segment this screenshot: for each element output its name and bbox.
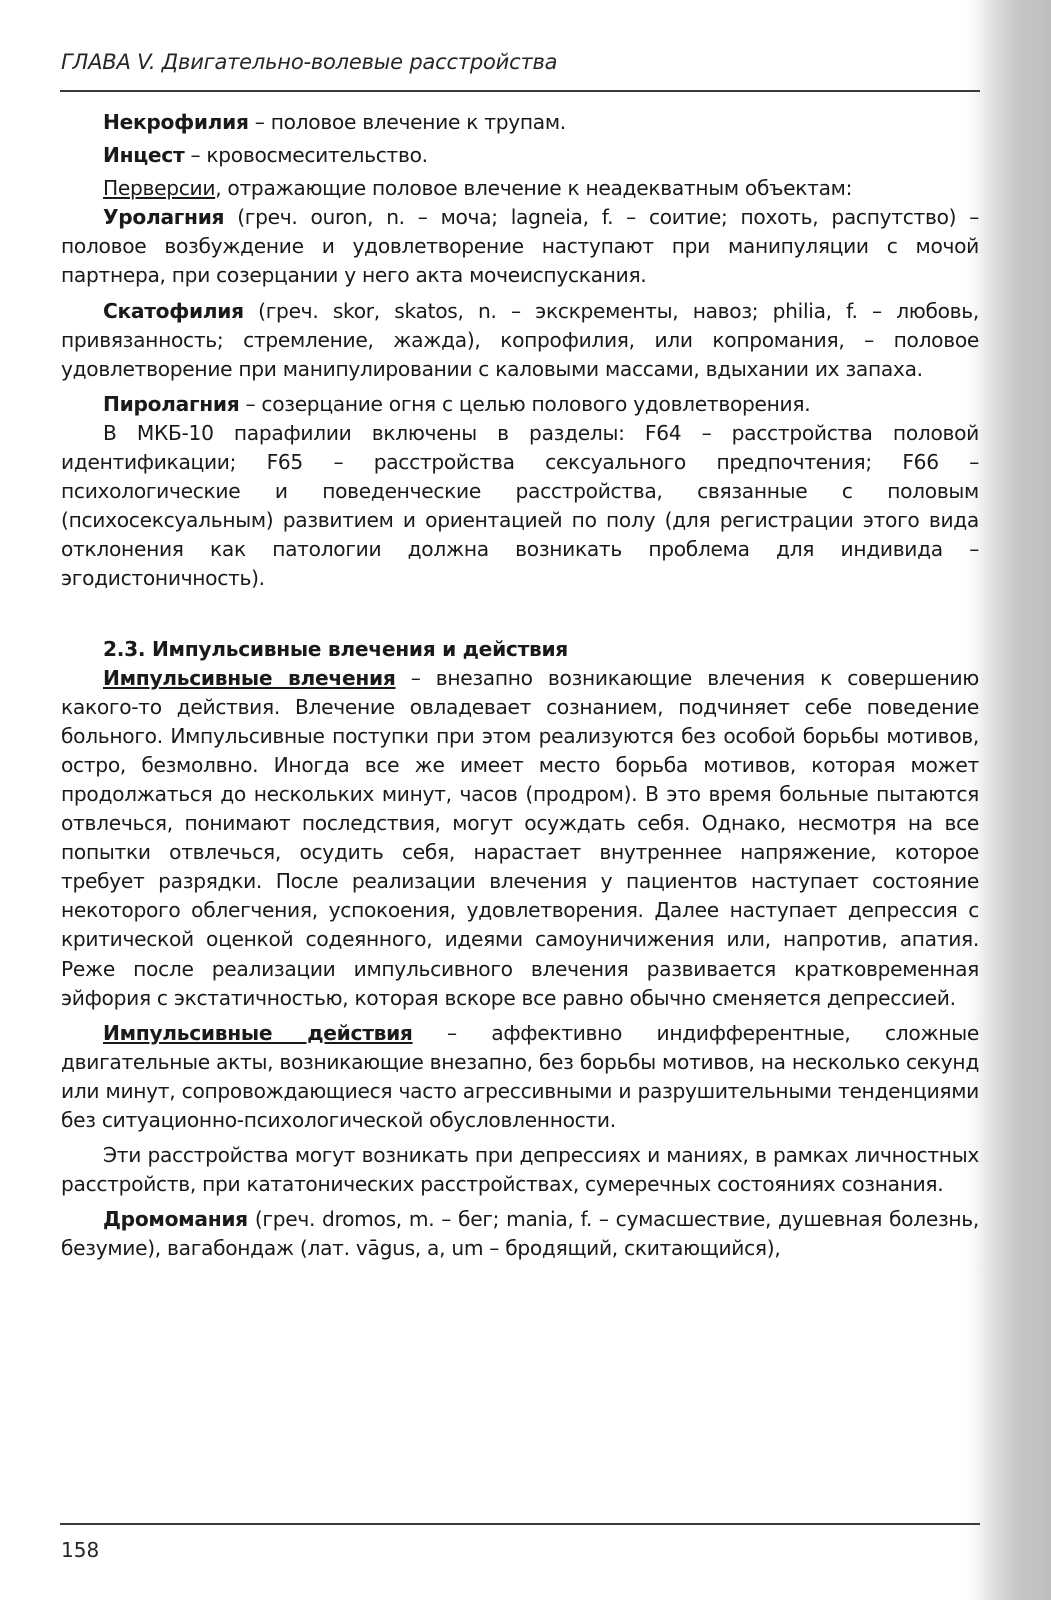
paragraph-text: – аффективно индифферентные, сложные двигательные акты, возникающие внезапно, без борьбы мотивов, на несколько секунд или минут, сопровождающиеся часто агрессивными и разрушительными тенденциями без ситуационно-психологической обусловленности.	[61, 1020, 979, 1132]
paragraph-impulsive-actions	[61, 1019, 979, 1135]
paragraph-scatophilia	[61, 297, 979, 384]
paragraph-impulsive-drives	[61, 664, 979, 1013]
paragraph-incest	[61, 141, 979, 170]
section-heading: 2.3. Импульсивные влечения и действия	[103, 636, 568, 661]
paragraph-icd10	[61, 419, 979, 594]
paragraph-pyrolagnia	[61, 390, 979, 419]
term-incest: Инцест	[103, 143, 185, 168]
paragraph-urolagnia	[61, 203, 979, 290]
paragraph-text: В МКБ-10 парафилии включены в разделы: F64 – расстройства половой идентификации; F65 – расстройства сексуального предпочтения; F66 – психологические и поведенческие расстройства, связанные с половым (психосексуальным) развитием и ориентацией по полу (для регистрации этого вида отклонения как патологии должна возникать проблема для индивида – эгодистоничность).	[61, 420, 979, 591]
term-impulsive-actions: Импульсивные действия	[103, 1020, 413, 1045]
term-dromomania: Дромомания	[103, 1207, 248, 1232]
running-header: ГЛАВА V. Двигательно-волевые расстройства	[61, 50, 558, 74]
page-body	[61, 108, 979, 1263]
paragraph-text: – внезапно возникающие влечения к совершению какого-то действия. Влечение овладевает сознанием, подчиняет себе поведение больного. Импульсивные поступки при этом реализуются без особой борьбы мотивов, остро, безмолвно. Иногда все же имеет место борьба мотивов, которая может продолжаться до нескольких минут, часов (продром). В это время больные пытаются отвлечься, понимают последствия, могут осуждать себя. Однако, несмотря на все попытки отвлечься, осудить себя, нарастает внутреннее напряжение, которое требует разрядки. После реализации влечения у пациентов наступает состояние некоторого облегчения, успокоения, удовлетворения. Далее наступает депрессия с критической оценкой содеянного, идеями самоуничижения или, напротив, апатия. Реже после реализации импульсивного влечения развивается кратковременная эйфория с экстатичностью, которая вскоре все равно обычно сменяется депрессией.	[61, 665, 979, 1010]
paragraph-necrophilia	[61, 108, 979, 137]
footer-rule	[60, 1523, 980, 1525]
paragraph-text: – созерцание огня с целью полового удовлетворения.	[239, 391, 811, 416]
term-impulsive-drives: Импульсивные влечения	[103, 665, 396, 690]
paragraph-text: Эти расстройства могут возникать при депрессиях и маниях, в рамках личностных расстройств, при кататонических расстройствах, сумеречных состояниях сознания.	[61, 1143, 979, 1197]
paragraph-dromomania	[61, 1205, 979, 1263]
paragraph-text: (греч. ouron, n. – моча; lagneia, f. – соитие; похоть, распутство) – половое возбуждение и удовлетворение наступают при манипуляции с мочой партнера, при созерцании у него акта мочеиспускания.	[61, 205, 979, 288]
term-pyrolagnia: Пиролагния	[103, 391, 240, 416]
paragraph-perversions	[61, 174, 979, 203]
page-number: 158	[61, 1538, 100, 1562]
paragraph-text: , отражающие половое влечение к неадекватным объектам:	[215, 176, 853, 201]
paragraph-text: (греч. dromos, m. – бег; mania, f. – сумасшествие, душевная болезнь, безумие), вагабондаж (лат. vāgus, a, um – бродящий, скитающийся),	[61, 1207, 979, 1261]
term-necrophilia: Некрофилия	[103, 110, 249, 134]
paragraph-text: (греч. skor, skatos, n. – экскременты, навоз; philia, f. – любовь, привязанность; стремление, жажда), копрофилия, или копромания, – половое удовлетворение при манипулировании с каловыми массами, вдыхании их запаха.	[61, 298, 979, 381]
term-perversions: Перверсии	[103, 176, 216, 201]
paragraph-text: – половое влечение к трупам.	[248, 110, 566, 134]
header-rule	[60, 90, 980, 92]
paragraph-text: – кровосмесительство.	[184, 143, 428, 168]
paragraph-disorders-context	[61, 1141, 979, 1199]
term-scatophilia: Скатофилия	[103, 298, 244, 323]
term-urolagnia: Уролагния	[103, 205, 225, 230]
